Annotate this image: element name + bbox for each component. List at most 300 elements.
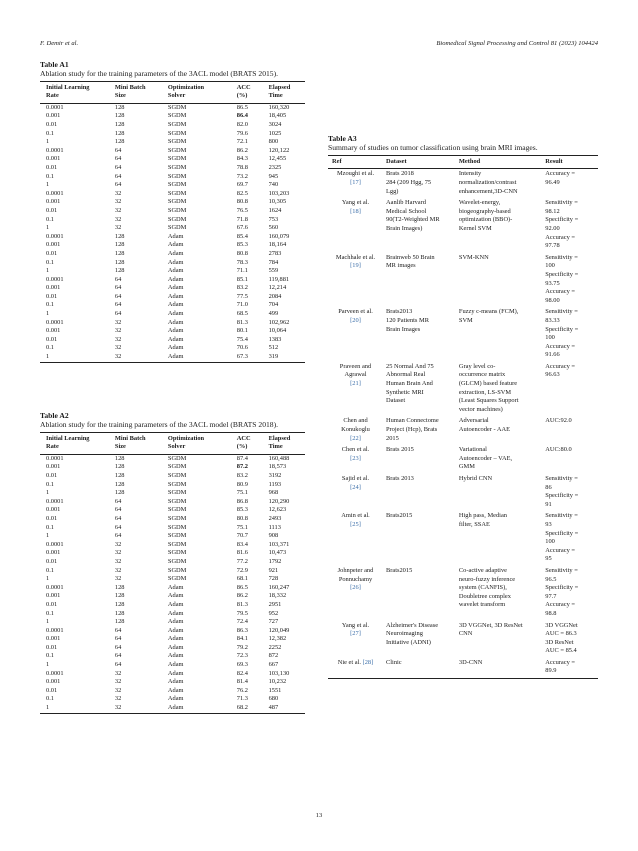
cell-solver: Adam (167, 275, 184, 283)
cell-learning-rate: 0.1 (46, 258, 54, 266)
table-row (40, 207, 305, 216)
cell-acc: 75.1 (236, 489, 248, 497)
cell-batch-size: 32 (109, 353, 162, 362)
table-row (40, 687, 305, 696)
cell-acc: 77.2 (236, 557, 248, 565)
cell-method (455, 307, 541, 362)
cell-solver: Adam (167, 669, 184, 677)
col-header-dataset: Dataset (382, 156, 455, 169)
cell-batch-size: 32 (114, 344, 122, 352)
cell-learning-rate: 0.01 (46, 686, 58, 694)
cell-dataset (382, 474, 455, 511)
cell-ref (328, 566, 382, 621)
cell-solver: Adam (167, 301, 184, 309)
cell-result-line: Specificity = (545, 216, 579, 224)
cell-elapsed: 18,164 (268, 241, 287, 249)
cell-elapsed: 784 (268, 258, 279, 266)
col-header-elapsed: Elapsed Time (263, 82, 305, 104)
cell-learning-rate: 0.001 (46, 155, 61, 163)
cell-elapsed: 120,049 (268, 626, 290, 634)
cell-elapsed: 728 (268, 575, 279, 583)
citation-link[interactable]: [21] (350, 380, 361, 388)
cell-acc: 75.4 (236, 335, 248, 343)
cell-method-line: extraction, LS-SVM (458, 388, 512, 396)
table-a2-caption: Ablation study for the training parameters of the 3ACL model (BRATS 2018). (40, 420, 279, 429)
cell-method-line: Doubletree complex (458, 592, 511, 600)
cell-acc: 72.9 (236, 566, 248, 574)
cell-method-line: Fuzzy c-means (FCM), (458, 308, 519, 316)
table-row (40, 695, 305, 704)
cell-acc: 83.4 (236, 540, 248, 548)
table-row (40, 524, 305, 533)
citation-link[interactable]: [18] (350, 207, 361, 215)
cell-result-line: 89.9 (545, 667, 557, 675)
page-number: 13 (315, 812, 323, 819)
cell-dataset-line: Brain Images (386, 325, 421, 333)
cell-method-line: 3D-CNN (458, 658, 483, 666)
cell-learning-rate: 1 (46, 575, 50, 583)
cell-learning-rate: 0.001 (46, 198, 61, 206)
table-row (40, 610, 305, 619)
cell-learning-rate: 0.0001 (46, 146, 64, 154)
cell-method-line: Intensity (458, 170, 482, 178)
cell-elapsed: 12,455 (268, 155, 287, 163)
cell-dataset-line: Brainweb 50 Brain (386, 253, 435, 261)
cell-method (455, 511, 541, 566)
table-row (328, 511, 598, 566)
table-row (40, 549, 305, 558)
cell-acc: 72.1 (236, 138, 248, 146)
cell-result-line: 96.63 (545, 371, 560, 379)
cell-batch-size: 128 (114, 489, 125, 497)
cell-learning-rate: 0.01 (46, 206, 58, 214)
cell-learning-rate: 0.01 (46, 557, 58, 565)
cell-learning-rate: 0.1 (46, 344, 54, 352)
cell-elapsed: 1193 (268, 480, 282, 488)
cell-result-line: Sensitivity = (545, 475, 578, 482)
cell-learning-rate: 0.001 (46, 284, 61, 292)
table-row (328, 621, 598, 658)
cell-elapsed: 3192 (268, 472, 282, 479)
cell-learning-rate: 0.1 (46, 129, 54, 137)
cell-learning-rate: 0.001 (46, 327, 61, 335)
table-row (40, 652, 305, 661)
cell-acc: 84.1 (236, 635, 248, 643)
cell-elapsed: 160,320 (268, 103, 290, 111)
cell-method-line: occurrence matrix (458, 371, 506, 379)
cell-batch-size: 128 (114, 618, 125, 626)
cell-solver: Adam (167, 618, 184, 626)
cell-elapsed: 2084 (268, 292, 282, 300)
ref-author: Amin et al. (341, 512, 370, 520)
table-row (40, 319, 305, 328)
cell-result (541, 307, 598, 362)
cell-elapsed: 512 (268, 344, 279, 352)
citation-link[interactable]: [25] (350, 520, 361, 528)
cell-batch-size: 32 (109, 704, 162, 713)
table-row (40, 635, 305, 644)
cell-method (455, 658, 541, 679)
cell-method-line: normalization/contrast (458, 179, 517, 186)
cell-solver: Adam (167, 310, 184, 318)
cell-elapsed: 753 (268, 215, 279, 223)
table-row (40, 327, 305, 336)
cell-acc: 86.4 (236, 112, 248, 120)
cell-ref (328, 621, 382, 658)
cell-elapsed: 872 (268, 652, 279, 660)
cell-dataset-line: Brats 2013 (386, 475, 414, 482)
cell-method (455, 416, 541, 445)
cell-dataset-line: 120 Patients MR (386, 316, 429, 324)
cell-batch-size: 64 (114, 626, 122, 634)
table-row (40, 584, 305, 593)
cell-solver: Adam (167, 652, 184, 660)
cell-solver: Adam (167, 284, 184, 292)
ref-author: Chen and (343, 417, 368, 425)
cell-elapsed: 2951 (268, 600, 282, 608)
cell-result-line: 100 (545, 262, 555, 270)
citation-link[interactable]: [24] (350, 483, 361, 491)
cell-dataset-line: Brats 2015 (386, 446, 414, 454)
cell-method (455, 621, 541, 658)
cell-dataset (382, 658, 455, 679)
cell-result-line: 96.5 (545, 575, 557, 583)
cell-result-line: 86 (545, 483, 552, 491)
cell-result (541, 362, 598, 417)
cell-elapsed: 1113 (268, 523, 281, 531)
table-row (40, 336, 305, 345)
cell-elapsed: 968 (268, 489, 279, 497)
cell-acc: 80.8 (236, 514, 248, 522)
cell-method (455, 198, 541, 253)
cell-method (455, 474, 541, 511)
cell-result-line: 97.78 (545, 242, 560, 250)
cell-solver: SGDM (167, 121, 187, 128)
cell-solver: SGDM (167, 532, 187, 540)
cell-acc: 71.3 (236, 695, 248, 703)
cell-batch-size: 64 (114, 506, 122, 514)
table-row (40, 618, 305, 627)
cell-result-line: 100 (545, 538, 555, 546)
cell-solver: SGDM (167, 146, 187, 154)
cell-acc: 86.2 (236, 146, 248, 154)
cell-dataset (382, 362, 455, 417)
cell-dataset-line: Alzheimer's Disease (386, 621, 439, 629)
cell-batch-size: 64 (114, 163, 122, 171)
cell-solver: SGDM (167, 540, 187, 548)
cell-ref (328, 253, 382, 308)
cell-solver: SGDM (167, 463, 187, 471)
cell-ref (328, 307, 382, 362)
cell-acc: 68.5 (236, 310, 248, 318)
cell-result (541, 253, 598, 308)
cell-learning-rate: 1 (46, 181, 50, 189)
cell-batch-size: 64 (114, 661, 122, 669)
cell-batch-size: 32 (114, 566, 122, 574)
cell-method-line: system (CANFIS), (458, 584, 507, 592)
cell-acc: 80.8 (236, 198, 248, 206)
cell-method-line: Autoencoder – VAE, (458, 454, 513, 462)
cell-elapsed: 119,881 (268, 275, 290, 283)
cell-batch-size: 32 (114, 327, 122, 335)
cell-method-line: neuro-fuzzy inference (458, 575, 516, 583)
cell-result (541, 445, 598, 474)
cell-solver: Adam (167, 643, 184, 651)
cell-dataset (382, 416, 455, 445)
cell-method-line: High pass, Median (458, 512, 507, 520)
cell-elapsed: 1383 (268, 335, 282, 343)
cell-dataset-line: Human Brain And (386, 380, 433, 388)
table-row (328, 474, 598, 511)
table-row (328, 198, 598, 253)
citation-link[interactable]: [20] (350, 316, 361, 324)
cell-acc: 82.4 (236, 669, 248, 677)
cell-batch-size: 32 (114, 695, 122, 703)
cell-result-line: Accuracy = (545, 170, 575, 178)
cell-elapsed: 559 (268, 267, 279, 275)
table-row (328, 566, 598, 621)
cell-elapsed: 1624 (268, 206, 282, 214)
table-row (40, 506, 305, 515)
cell-solver: Adam (167, 318, 184, 326)
cell-acc: 76.5 (236, 206, 248, 214)
cell-result-line: Sensitivity = (545, 308, 578, 316)
col-header-batch-size: Mini Batch Size (109, 82, 162, 104)
table-row (40, 301, 305, 310)
cell-elapsed: 952 (268, 609, 279, 617)
table-row (40, 293, 305, 302)
table-row (40, 310, 305, 319)
cell-elapsed: 12,214 (268, 284, 287, 292)
cell-acc: 86.2 (236, 592, 248, 600)
cell-batch-size: 128 (114, 232, 125, 240)
table-a3-block (328, 134, 598, 679)
cell-learning-rate: 1 (46, 532, 50, 540)
citation-link[interactable]: [19] (350, 262, 361, 270)
cell-solver: SGDM (167, 454, 187, 462)
cell-solver: SGDM (167, 523, 187, 531)
citation-link[interactable]: [26] (350, 584, 361, 592)
cell-learning-rate: 0.0001 (46, 275, 64, 283)
cell-elapsed: 2493 (268, 514, 282, 522)
cell-result (541, 658, 598, 679)
cell-elapsed: 160,488 (268, 454, 290, 462)
cell-elapsed: 18,332 (268, 592, 287, 600)
cell-ref (328, 416, 382, 445)
cell-method (455, 253, 541, 308)
col-header-learning-rate: Initial Learning Rate (40, 82, 109, 104)
cell-batch-size: 128 (114, 112, 125, 120)
cell-solver: SGDM (167, 206, 187, 214)
cell-learning-rate: 1 (46, 661, 50, 669)
cell-batch-size: 128 (114, 103, 125, 111)
cell-elapsed: 3024 (268, 121, 282, 128)
citation-link[interactable]: [17] (350, 179, 361, 186)
running-header-authors: F. Demir et al. (40, 40, 79, 47)
cell-acc: 84.3 (236, 155, 248, 163)
cell-result-line: AUC = 86.3 (545, 630, 577, 638)
cell-solver: Adam (167, 600, 184, 608)
cell-acc: 71.0 (236, 301, 248, 309)
cell-batch-size: 32 (114, 318, 122, 326)
cell-learning-rate: 0.0001 (46, 454, 64, 462)
table-row (40, 216, 305, 225)
cell-acc: 83.2 (236, 284, 248, 292)
cell-solver: Adam (167, 258, 184, 266)
cell-acc: 86.5 (236, 103, 248, 111)
cell-ref (328, 511, 382, 566)
cell-acc: 72.3 (236, 652, 248, 660)
table-a3-body (328, 169, 598, 679)
cell-acc: 87.4 (236, 454, 248, 462)
table-row (40, 198, 305, 207)
table-row (328, 445, 598, 474)
cell-solver: Adam (167, 292, 184, 300)
cell-dataset-line: Project (Hcp), Brats (386, 426, 438, 434)
cell-method-line: SVM-KNN (458, 253, 489, 261)
table-row (40, 241, 305, 250)
cell-elapsed: 12,623 (268, 506, 287, 514)
cell-acc: 69.7 (236, 181, 248, 189)
table-row (40, 250, 305, 259)
ref-author: Chen et al. (341, 446, 370, 454)
cell-batch-size: 128 (114, 454, 125, 462)
cell-solver: Adam (167, 635, 184, 643)
cell-result-line: 100 (545, 334, 555, 342)
cell-dataset-line: Brain Images) (386, 224, 423, 232)
cell-ref (328, 362, 382, 417)
cell-elapsed: 18,405 (268, 112, 287, 120)
ref-author: Mzoughi et al. (336, 170, 375, 178)
ref-author: Sajid et al. (341, 475, 370, 482)
cell-batch-size: 64 (114, 532, 122, 540)
table-row (328, 253, 598, 308)
table-row (40, 344, 305, 353)
cell-ref (328, 169, 382, 198)
cell-solver: SGDM (167, 189, 187, 197)
table-row (328, 307, 598, 362)
cell-batch-size: 64 (114, 284, 122, 292)
cell-batch-size: 128 (114, 138, 125, 146)
cell-batch-size: 64 (114, 292, 122, 300)
cell-result-line: Accuracy = (545, 658, 575, 666)
table-a2-body (40, 454, 305, 713)
table-row (40, 558, 305, 567)
cell-dataset-line: MR images (386, 262, 416, 270)
cell-elapsed: 487 (263, 704, 305, 713)
cell-batch-size: 64 (114, 181, 122, 189)
cell-result-line: 96.49 (545, 179, 560, 186)
cell-acc: 72.4 (236, 618, 248, 626)
table-row (40, 661, 305, 670)
cell-method-line: enhancement,3D-CNN (458, 187, 518, 195)
cell-batch-size: 128 (114, 583, 125, 591)
table-row (40, 147, 305, 156)
table-row (40, 121, 305, 130)
cell-batch-size: 128 (114, 609, 125, 617)
cell-result-line: 91 (545, 500, 552, 508)
cell-batch-size: 32 (114, 224, 122, 232)
cell-result (541, 198, 598, 253)
cell-result-line: 91.66 (545, 351, 560, 359)
cell-elapsed: 921 (268, 566, 279, 574)
table-row (40, 498, 305, 507)
cell-method-line: Co-active adaptive (458, 566, 507, 574)
table-row (40, 173, 305, 182)
cell-acc: 80.9 (236, 480, 248, 488)
cell-batch-size: 64 (114, 523, 122, 531)
ref-author: Parveen et al. (338, 308, 373, 316)
cell-result-line: Specificity = (545, 492, 579, 500)
cell-result-line: Accuracy = (545, 288, 575, 296)
citation-link[interactable]: [27] (350, 630, 361, 638)
cell-elapsed: 120,290 (268, 497, 290, 505)
cell-dataset (382, 253, 455, 308)
cell-elapsed: 800 (268, 138, 279, 146)
cell-acc: 85.1 (236, 275, 248, 283)
cell-acc: 80.8 (236, 249, 248, 257)
cell-result-line: 92.00 (545, 224, 560, 232)
cell-dataset-line: 2015 (386, 434, 399, 442)
col-header-learning-rate: Initial Learning Rate (40, 433, 109, 455)
cell-method-line: Autoencoder - AAE (458, 426, 510, 434)
cell-method (455, 445, 541, 474)
running-header-journal: Biomedical Signal Processing and Control 81 (2023) 104424 (436, 40, 598, 47)
cell-dataset (382, 511, 455, 566)
cell-learning-rate: 0.001 (46, 678, 61, 686)
cell-elapsed: 1551 (268, 686, 282, 694)
cell-elapsed: 2325 (268, 163, 282, 171)
cell-acc: 81.3 (236, 318, 248, 326)
cell-batch-size: 128 (114, 463, 125, 471)
cell-method-line: 3D VGGNet, 3D ResNet (458, 621, 523, 629)
table-row (40, 130, 305, 139)
cell-batch-size: 64 (114, 172, 122, 180)
table-a1-caption: Ablation study for the training parameters of the 3ACL model (BRATS 2015). (40, 69, 279, 78)
cell-solver: SGDM (167, 497, 187, 505)
citation-link[interactable]: [28] (362, 658, 374, 666)
cell-batch-size: 32 (114, 549, 122, 557)
cell-result-line: Sensitivity = (545, 512, 578, 520)
cell-batch-size: 32 (114, 335, 122, 343)
cell-result-line: Accuracy = (545, 342, 575, 350)
cell-method-line: Adversarial (458, 417, 489, 425)
cell-solver: SGDM (167, 549, 187, 557)
cell-result-line: Sensitivity = (545, 199, 578, 207)
table-row (328, 658, 598, 679)
cell-solver: SGDM (167, 557, 187, 565)
cell-method-line: optimization (BBO)- (458, 216, 513, 224)
cell-solver: Adam (167, 695, 184, 703)
citation-link[interactable]: [22] (350, 434, 361, 442)
table-a3 (328, 155, 598, 679)
table-row (40, 224, 305, 233)
cell-solver: SGDM (167, 103, 187, 111)
cell-batch-size: 32 (114, 669, 122, 677)
cell-elapsed: 2252 (268, 643, 282, 651)
cell-solver: SGDM (167, 514, 187, 522)
cell-dataset-line: Human Connectome (386, 417, 439, 425)
cell-dataset-line: Neuroimaging (386, 630, 423, 638)
col-header-ref: Ref (328, 156, 382, 169)
cell-learning-rate: 0.01 (46, 121, 58, 128)
cell-solver: Adam (167, 609, 184, 617)
cell-acc: 73.2 (236, 172, 248, 180)
col-header-batch-size: Mini Batch Size (109, 433, 162, 455)
cell-result-line: 93.75 (545, 279, 560, 287)
cell-dataset-line: 90(T2-Weighted MR (386, 216, 440, 224)
citation-link[interactable]: [23] (350, 454, 361, 462)
